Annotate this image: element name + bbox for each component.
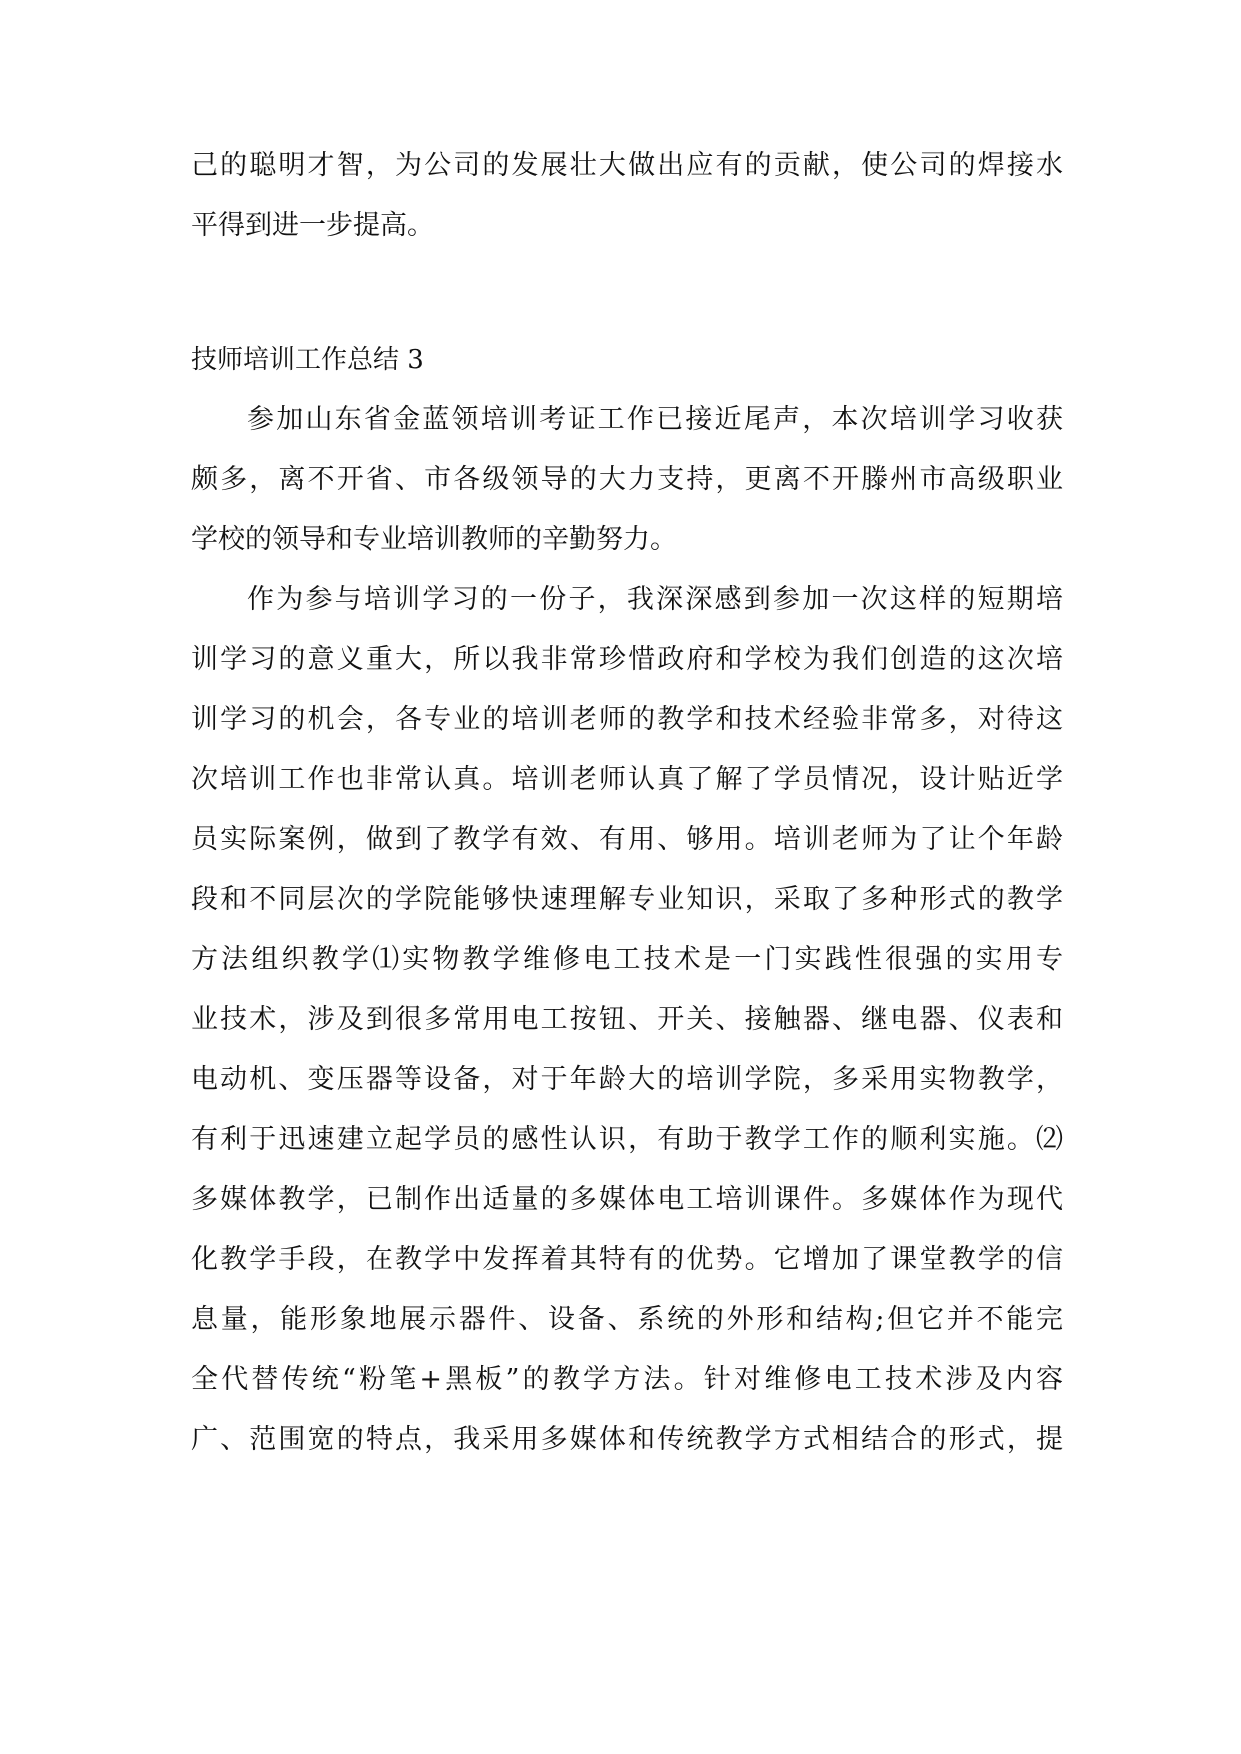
body-text-line: 作为参与培训学习的一份子，我深深感到参加一次这样的短期培 [247, 584, 1063, 615]
body-text-line: 多媒体教学，已制作出适量的多媒体电工培训课件。多媒体作为现代 [191, 1184, 1063, 1215]
body-text-line: 化教学手段，在教学中发挥着其特有的优势。它增加了课堂教学的信 [191, 1244, 1063, 1275]
body-text-line: 方法组织教学⑴实物教学维修电工技术是一门实践性很强的实用专 [191, 944, 1063, 975]
body-text-line: 学校的领导和专业培训教师的辛勤努力。 [191, 524, 677, 555]
body-text-line: 段和不同层次的学院能够快速理解专业知识，采取了多种形式的教学 [191, 884, 1063, 915]
body-text-line: 息量，能形象地展示器件、设备、系统的外形和结构;但它并不能完 [191, 1304, 1063, 1335]
body-text-line: 员实际案例，做到了教学有效、有用、够用。培训老师为了让个年龄 [191, 824, 1063, 855]
body-text-line: 参加山东省金蓝领培训考证工作已接近尾声，本次培训学习收获 [247, 404, 1063, 435]
body-text-line: 颇多，离不开省、市各级领导的大力支持，更离不开滕州市高级职业 [191, 464, 1063, 495]
section-title: 技师培训工作总结 3 [191, 345, 424, 375]
body-text-line: 平得到进一步提高。 [191, 210, 434, 241]
body-text-line: 电动机、变压器等设备，对于年龄大的培训学院，多采用实物教学， [191, 1064, 1063, 1095]
body-text-line: 训学习的意义重大，所以我非常珍惜政府和学校为我们创造的这次培 [191, 644, 1063, 675]
body-text-line: 次培训工作也非常认真。培训老师认真了解了学员情况，设计贴近学 [191, 764, 1063, 795]
body-text-line: 训学习的机会，各专业的培训老师的教学和技术经验非常多，对待这 [191, 704, 1063, 735]
body-text-line: 己的聪明才智，为公司的发展壮大做出应有的贡献，使公司的焊接水 [191, 150, 1063, 181]
body-text-line: 广、范围宽的特点，我采用多媒体和传统教学方式相结合的形式，提 [191, 1424, 1063, 1455]
body-text-line: 业技术，涉及到很多常用电工按钮、开关、接触器、继电器、仪表和 [191, 1004, 1063, 1035]
body-text-line: 全代替传统“粉笔+黑板”的教学方法。针对维修电工技术涉及内容 [191, 1364, 1063, 1395]
body-text-line: 有利于迅速建立起学员的感性认识，有助于教学工作的顺利实施。⑵ [191, 1124, 1063, 1155]
